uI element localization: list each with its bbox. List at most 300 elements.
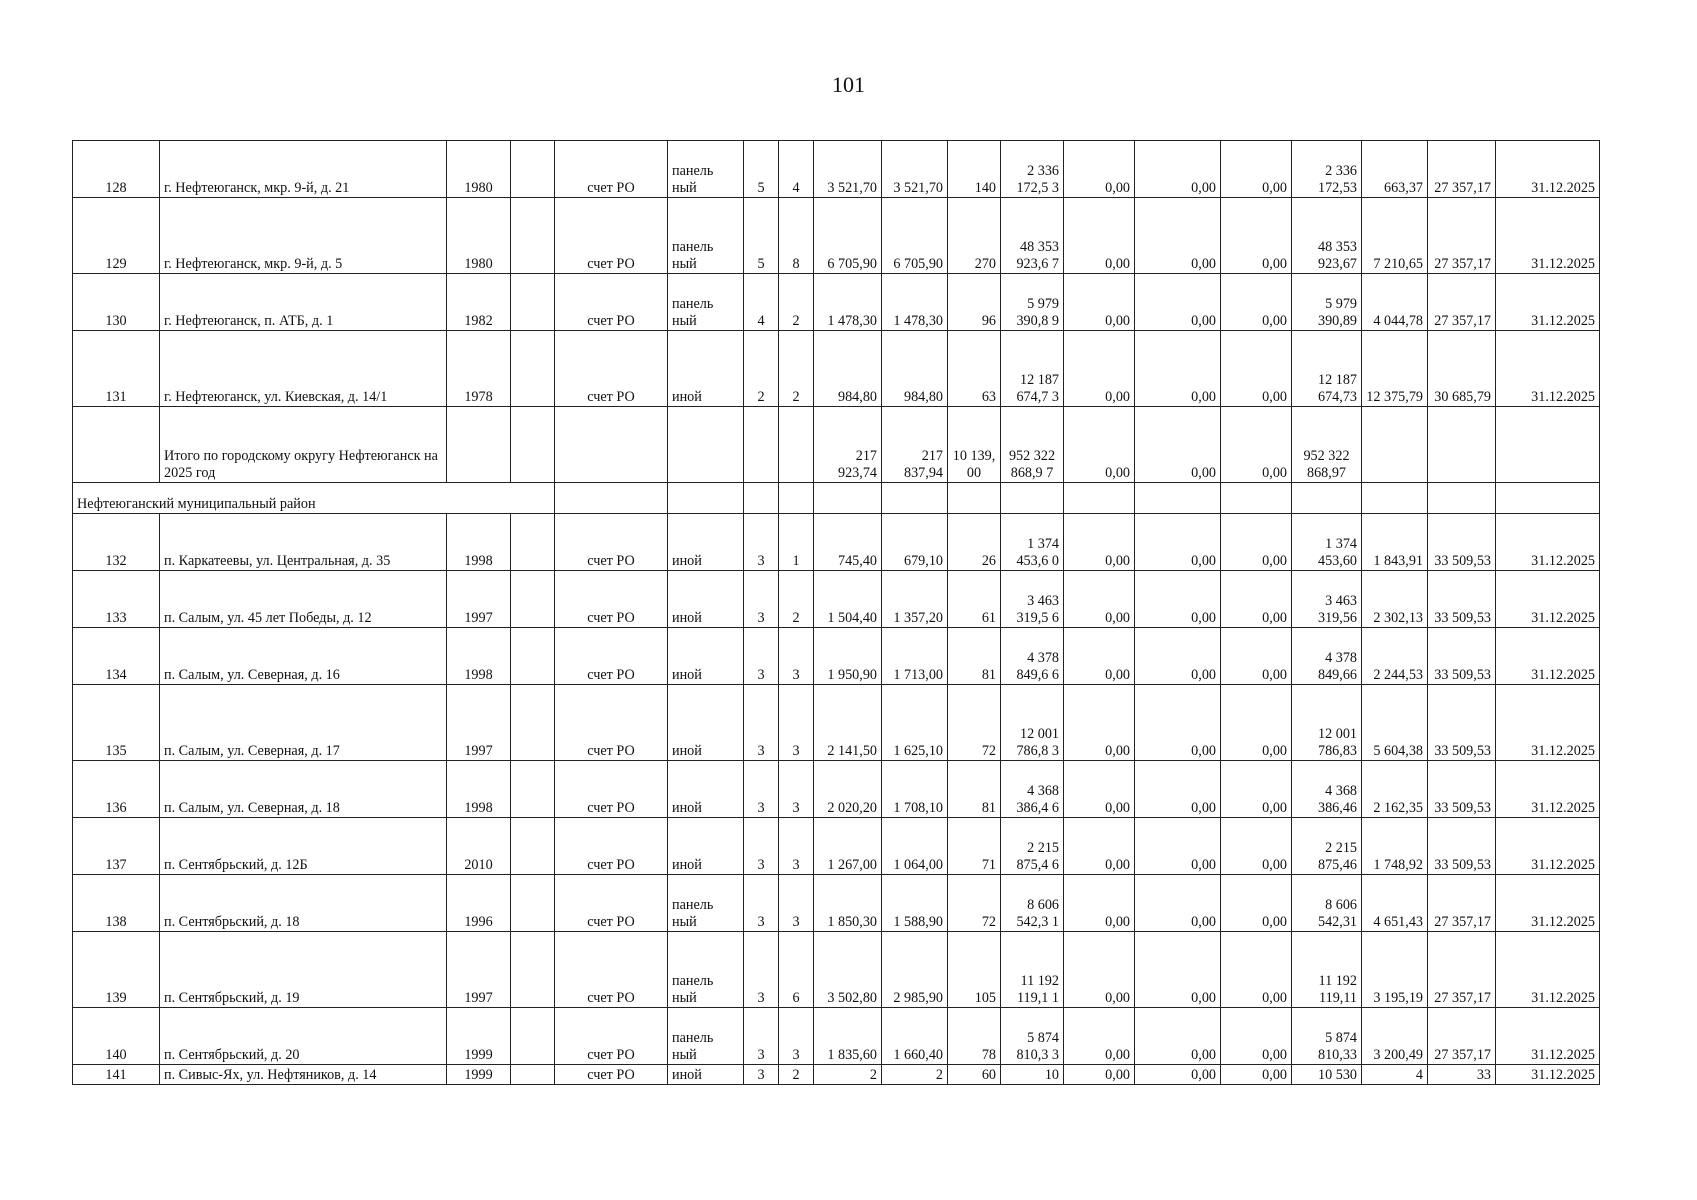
floors-cell: 3 — [744, 818, 779, 875]
funding-source-b-cell: 0,00 — [1135, 571, 1221, 628]
funding-source-c-cell: 0,00 — [1221, 274, 1292, 331]
deadline-cell: 31.12.2025 — [1496, 571, 1600, 628]
empty-cell — [744, 483, 779, 514]
empty-cell — [1064, 483, 1135, 514]
living-area-cell: 2 — [882, 1065, 948, 1085]
floors-cell: 3 — [744, 571, 779, 628]
wall-material-cell: иной — [668, 1065, 744, 1085]
address-cell: п. Каркатеевы, ул. Центральная, д. 35 — [160, 514, 447, 571]
fund-method-cell: счет РО — [555, 274, 668, 331]
row-number-cell: 136 — [73, 761, 160, 818]
floors-cell: 5 — [744, 141, 779, 198]
funding-source-a-cell: 0,00 — [1064, 331, 1135, 407]
entrances-cell: 2 — [779, 571, 814, 628]
empty-cell — [73, 407, 160, 483]
wall-material-cell: иной — [668, 685, 744, 761]
empty-cell — [1428, 483, 1496, 514]
unit-cost-cell: 5 604,38 — [1362, 685, 1428, 761]
residents-cell: 105 — [948, 932, 1001, 1008]
deadline-cell: 31.12.2025 — [1496, 331, 1600, 407]
funding-source-c-cell: 0,00 — [1221, 818, 1292, 875]
entrances-cell: 2 — [779, 331, 814, 407]
repair-cost-total-cell: 2 336 172,53 — [1292, 141, 1362, 198]
funding-source-b-cell: 0,00 — [1135, 1008, 1221, 1065]
repair-cost-total-cell: 2 215 875,46 — [1292, 818, 1362, 875]
table-row — [73, 628, 1600, 685]
entrances-cell: 6 — [779, 932, 814, 1008]
empty-cell — [1362, 407, 1428, 483]
entrances-cell: 3 — [779, 628, 814, 685]
funding-source-c-cell: 0,00 — [1221, 141, 1292, 198]
address-cell: п. Салым, ул. Северная, д. 18 — [160, 761, 447, 818]
funding-source-b-cell: 0,00 — [1135, 141, 1221, 198]
repair-cost-total-cell: 5 979 390,89 — [1292, 274, 1362, 331]
table-row — [73, 198, 1600, 274]
empty-cell — [511, 685, 555, 761]
empty-cell — [511, 141, 555, 198]
unit-cost-limit-cell: 27 357,17 — [1428, 198, 1496, 274]
residents-cell: 60 — [948, 1065, 1001, 1085]
deadline-cell: 31.12.2025 — [1496, 628, 1600, 685]
living-area-cell: 1 357,20 — [882, 571, 948, 628]
year-cell: 1998 — [447, 514, 511, 571]
deadline-cell: 31.12.2025 — [1496, 1008, 1600, 1065]
table-row — [73, 818, 1600, 875]
fund-method-cell: счет РО — [555, 198, 668, 274]
address-cell: п. Сентябрьский, д. 12Б — [160, 818, 447, 875]
deadline-cell: 31.12.2025 — [1496, 875, 1600, 932]
unit-cost-cell: 1 843,91 — [1362, 514, 1428, 571]
fund-method-cell: счет РО — [555, 685, 668, 761]
wall-material-cell: иной — [668, 628, 744, 685]
residents-cell: 63 — [948, 331, 1001, 407]
table-row — [73, 1008, 1600, 1065]
funding-source-b-cell: 0,00 — [1135, 514, 1221, 571]
living-area-cell: 1 064,00 — [882, 818, 948, 875]
unit-cost-cell: 4 — [1362, 1065, 1428, 1085]
residents-cell: 72 — [948, 875, 1001, 932]
living-area-cell: 3 521,70 — [882, 141, 948, 198]
table-row — [73, 875, 1600, 932]
wall-material-cell: панель ный — [668, 875, 744, 932]
row-number-cell: 138 — [73, 875, 160, 932]
address-cell: п. Салым, ул. 45 лет Победы, д. 12 — [160, 571, 447, 628]
funding-source-a-cell: 0,00 — [1064, 198, 1135, 274]
funding-source-b-cell: 0,00 — [1135, 274, 1221, 331]
empty-cell — [555, 407, 668, 483]
funding-source-c-cell: 0,00 — [1221, 628, 1292, 685]
floors-cell: 3 — [744, 1008, 779, 1065]
residents-cell: 10 139, 00 — [948, 407, 1001, 483]
residents-cell: 270 — [948, 198, 1001, 274]
empty-cell — [511, 761, 555, 818]
unit-cost-cell: 2 302,13 — [1362, 571, 1428, 628]
year-cell: 1999 — [447, 1008, 511, 1065]
total-area-cell: 1 850,30 — [814, 875, 882, 932]
repair-cost-total-cell: 11 192 119,11 — [1292, 932, 1362, 1008]
year-cell: 1996 — [447, 875, 511, 932]
entrances-cell: 3 — [779, 685, 814, 761]
page-number: 101 — [832, 72, 865, 97]
wall-material-cell: иной — [668, 571, 744, 628]
row-number-cell: 129 — [73, 198, 160, 274]
fund-method-cell: счет РО — [555, 818, 668, 875]
empty-cell — [1428, 407, 1496, 483]
repair-cost-cell: 3 463 319,5 6 — [1001, 571, 1064, 628]
empty-cell — [779, 407, 814, 483]
empty-cell — [1292, 483, 1362, 514]
address-cell: п. Салым, ул. Северная, д. 17 — [160, 685, 447, 761]
unit-cost-cell: 12 375,79 — [1362, 331, 1428, 407]
deadline-cell: 31.12.2025 — [1496, 932, 1600, 1008]
empty-cell — [511, 628, 555, 685]
repair-cost-total-cell: 8 606 542,31 — [1292, 875, 1362, 932]
residents-cell: 81 — [948, 761, 1001, 818]
entrances-cell: 8 — [779, 198, 814, 274]
address-cell: г. Нефтеюганск, п. АТБ, д. 1 — [160, 274, 447, 331]
year-cell: 1998 — [447, 628, 511, 685]
year-cell: 1998 — [447, 761, 511, 818]
empty-cell — [511, 932, 555, 1008]
year-cell: 1980 — [447, 198, 511, 274]
row-number-cell: 141 — [73, 1065, 160, 1085]
row-number-cell: 128 — [73, 141, 160, 198]
unit-cost-limit-cell: 27 357,17 — [1428, 1008, 1496, 1065]
funding-source-a-cell: 0,00 — [1064, 1008, 1135, 1065]
repair-cost-cell: 4 378 849,6 6 — [1001, 628, 1064, 685]
repair-cost-cell: 12 187 674,7 3 — [1001, 331, 1064, 407]
funding-source-b-cell: 0,00 — [1135, 932, 1221, 1008]
total-area-cell: 984,80 — [814, 331, 882, 407]
living-area-cell: 1 708,10 — [882, 761, 948, 818]
funding-source-b-cell: 0,00 — [1135, 628, 1221, 685]
repair-cost-cell: 11 192 119,1 1 — [1001, 932, 1064, 1008]
funding-source-c-cell: 0,00 — [1221, 932, 1292, 1008]
funding-source-b-cell: 0,00 — [1135, 685, 1221, 761]
total-area-cell: 1 504,40 — [814, 571, 882, 628]
living-area-cell: 6 705,90 — [882, 198, 948, 274]
repair-cost-cell: 12 001 786,8 3 — [1001, 685, 1064, 761]
row-number-cell: 135 — [73, 685, 160, 761]
empty-cell — [948, 483, 1001, 514]
unit-cost-limit-cell: 33 509,53 — [1428, 628, 1496, 685]
row-number-cell: 137 — [73, 818, 160, 875]
funding-source-a-cell: 0,00 — [1064, 274, 1135, 331]
total-area-cell: 1 835,60 — [814, 1008, 882, 1065]
unit-cost-limit-cell: 27 357,17 — [1428, 274, 1496, 331]
living-area-cell: 217 837,94 — [882, 407, 948, 483]
fund-method-cell: счет РО — [555, 1065, 668, 1085]
empty-cell — [555, 483, 668, 514]
table-row — [73, 761, 1600, 818]
funding-source-a-cell: 0,00 — [1064, 141, 1135, 198]
total-row — [73, 407, 1600, 483]
floors-cell: 3 — [744, 685, 779, 761]
floors-cell: 3 — [744, 628, 779, 685]
unit-cost-limit-cell: 27 357,17 — [1428, 141, 1496, 198]
living-area-cell: 1 588,90 — [882, 875, 948, 932]
table-row — [73, 274, 1600, 331]
total-area-cell: 217 923,74 — [814, 407, 882, 483]
repair-cost-cell: 952 322 868,9 7 — [1001, 407, 1064, 483]
residents-cell: 61 — [948, 571, 1001, 628]
table-row — [73, 514, 1600, 571]
funding-source-c-cell: 0,00 — [1221, 875, 1292, 932]
floors-cell: 3 — [744, 761, 779, 818]
deadline-cell: 31.12.2025 — [1496, 198, 1600, 274]
funding-source-a-cell: 0,00 — [1064, 761, 1135, 818]
deadline-cell: 31.12.2025 — [1496, 514, 1600, 571]
unit-cost-limit-cell: 27 357,17 — [1428, 875, 1496, 932]
fund-method-cell: счет РО — [555, 571, 668, 628]
deadline-cell: 31.12.2025 — [1496, 818, 1600, 875]
total-area-cell: 1 478,30 — [814, 274, 882, 331]
wall-material-cell: иной — [668, 331, 744, 407]
unit-cost-limit-cell: 33 509,53 — [1428, 818, 1496, 875]
funding-source-b-cell: 0,00 — [1135, 407, 1221, 483]
repair-cost-cell: 4 368 386,4 6 — [1001, 761, 1064, 818]
funding-source-b-cell: 0,00 — [1135, 1065, 1221, 1085]
wall-material-cell: панель ный — [668, 198, 744, 274]
unit-cost-cell: 3 200,49 — [1362, 1008, 1428, 1065]
row-number-cell: 133 — [73, 571, 160, 628]
empty-cell — [779, 483, 814, 514]
residents-cell: 72 — [948, 685, 1001, 761]
total-area-cell: 1 267,00 — [814, 818, 882, 875]
residents-cell: 96 — [948, 274, 1001, 331]
entrances-cell: 3 — [779, 875, 814, 932]
unit-cost-cell: 2 162,35 — [1362, 761, 1428, 818]
funding-source-c-cell: 0,00 — [1221, 407, 1292, 483]
living-area-cell: 984,80 — [882, 331, 948, 407]
empty-cell — [447, 407, 511, 483]
section-title: Нефтеюганский муниципальный район — [73, 483, 555, 514]
repair-cost-cell: 5 979 390,8 9 — [1001, 274, 1064, 331]
unit-cost-limit-cell: 33 — [1428, 1065, 1496, 1085]
unit-cost-cell: 4 651,43 — [1362, 875, 1428, 932]
table-row — [73, 1065, 1600, 1085]
funding-source-a-cell: 0,00 — [1064, 685, 1135, 761]
row-number-cell: 132 — [73, 514, 160, 571]
funding-source-a-cell: 0,00 — [1064, 932, 1135, 1008]
residents-cell: 26 — [948, 514, 1001, 571]
funding-source-a-cell: 0,00 — [1064, 407, 1135, 483]
unit-cost-cell: 7 210,65 — [1362, 198, 1428, 274]
floors-cell: 3 — [744, 875, 779, 932]
total-area-cell: 3 521,70 — [814, 141, 882, 198]
empty-cell — [1001, 483, 1064, 514]
funding-source-c-cell: 0,00 — [1221, 685, 1292, 761]
living-area-cell: 1 713,00 — [882, 628, 948, 685]
deadline-cell: 31.12.2025 — [1496, 685, 1600, 761]
entrances-cell: 2 — [779, 274, 814, 331]
wall-material-cell: иной — [668, 818, 744, 875]
row-number-cell: 140 — [73, 1008, 160, 1065]
row-number-cell: 130 — [73, 274, 160, 331]
entrances-cell: 2 — [779, 1065, 814, 1085]
unit-cost-limit-cell: 33 509,53 — [1428, 571, 1496, 628]
floors-cell: 3 — [744, 514, 779, 571]
empty-cell — [814, 483, 882, 514]
repair-cost-cell: 10 — [1001, 1065, 1064, 1085]
unit-cost-limit-cell: 33 509,53 — [1428, 761, 1496, 818]
wall-material-cell: панель ный — [668, 932, 744, 1008]
wall-material-cell: панель ный — [668, 1008, 744, 1065]
empty-cell — [511, 571, 555, 628]
table-row — [73, 932, 1600, 1008]
funding-source-a-cell: 0,00 — [1064, 571, 1135, 628]
entrances-cell: 3 — [779, 818, 814, 875]
total-label-cell: Итого по городскому округу Нефтеюганск на 2025 год — [160, 407, 447, 483]
funding-source-b-cell: 0,00 — [1135, 331, 1221, 407]
total-area-cell: 2 — [814, 1065, 882, 1085]
unit-cost-cell: 4 044,78 — [1362, 274, 1428, 331]
empty-cell — [511, 1008, 555, 1065]
address-cell: г. Нефтеюганск, мкр. 9-й, д. 21 — [160, 141, 447, 198]
fund-method-cell: счет РО — [555, 875, 668, 932]
residents-cell: 78 — [948, 1008, 1001, 1065]
address-cell: п. Сентябрьский, д. 19 — [160, 932, 447, 1008]
residents-cell: 81 — [948, 628, 1001, 685]
repair-cost-cell: 2 215 875,4 6 — [1001, 818, 1064, 875]
repair-cost-total-cell: 3 463 319,56 — [1292, 571, 1362, 628]
fund-method-cell: счет РО — [555, 331, 668, 407]
deadline-cell: 31.12.2025 — [1496, 274, 1600, 331]
fund-method-cell: счет РО — [555, 628, 668, 685]
funding-source-b-cell: 0,00 — [1135, 761, 1221, 818]
repair-cost-total-cell: 12 001 786,83 — [1292, 685, 1362, 761]
unit-cost-cell: 3 195,19 — [1362, 932, 1428, 1008]
residents-cell: 140 — [948, 141, 1001, 198]
funding-source-a-cell: 0,00 — [1064, 628, 1135, 685]
unit-cost-cell: 2 244,53 — [1362, 628, 1428, 685]
fund-method-cell: счет РО — [555, 932, 668, 1008]
repair-cost-total-cell: 48 353 923,67 — [1292, 198, 1362, 274]
year-cell: 2010 — [447, 818, 511, 875]
repair-cost-total-cell: 5 874 810,33 — [1292, 1008, 1362, 1065]
floors-cell: 3 — [744, 932, 779, 1008]
fund-method-cell: счет РО — [555, 761, 668, 818]
empty-cell — [511, 407, 555, 483]
repair-cost-total-cell: 12 187 674,73 — [1292, 331, 1362, 407]
empty-cell — [1221, 483, 1292, 514]
empty-cell — [1496, 483, 1600, 514]
entrances-cell: 3 — [779, 1008, 814, 1065]
section-header-row — [73, 483, 1600, 514]
repair-cost-cell: 8 606 542,3 1 — [1001, 875, 1064, 932]
repair-cost-cell: 5 874 810,3 3 — [1001, 1008, 1064, 1065]
unit-cost-limit-cell: 30 685,79 — [1428, 331, 1496, 407]
unit-cost-cell: 1 748,92 — [1362, 818, 1428, 875]
year-cell: 1982 — [447, 274, 511, 331]
year-cell: 1997 — [447, 932, 511, 1008]
empty-cell — [511, 1065, 555, 1085]
empty-cell — [511, 274, 555, 331]
row-number-cell: 134 — [73, 628, 160, 685]
unit-cost-limit-cell: 33 509,53 — [1428, 685, 1496, 761]
address-cell: п. Сивыс-Ях, ул. Нефтяников, д. 14 — [160, 1065, 447, 1085]
funding-source-b-cell: 0,00 — [1135, 875, 1221, 932]
wall-material-cell: панель ный — [668, 141, 744, 198]
fund-method-cell: счет РО — [555, 1008, 668, 1065]
repair-cost-total-cell: 4 378 849,66 — [1292, 628, 1362, 685]
table-row — [73, 685, 1600, 761]
funding-source-a-cell: 0,00 — [1064, 875, 1135, 932]
empty-cell — [1135, 483, 1221, 514]
total-area-cell: 3 502,80 — [814, 932, 882, 1008]
repair-cost-total-cell: 4 368 386,46 — [1292, 761, 1362, 818]
year-cell: 1999 — [447, 1065, 511, 1085]
address-cell: г. Нефтеюганск, мкр. 9-й, д. 5 — [160, 198, 447, 274]
living-area-cell: 1 478,30 — [882, 274, 948, 331]
entrances-cell: 1 — [779, 514, 814, 571]
address-cell: г. Нефтеюганск, ул. Киевская, д. 14/1 — [160, 331, 447, 407]
floors-cell: 5 — [744, 198, 779, 274]
total-area-cell: 2 020,20 — [814, 761, 882, 818]
row-number-cell: 139 — [73, 932, 160, 1008]
funding-source-c-cell: 0,00 — [1221, 761, 1292, 818]
empty-cell — [511, 331, 555, 407]
total-area-cell: 2 141,50 — [814, 685, 882, 761]
empty-cell — [668, 483, 744, 514]
empty-cell — [1362, 483, 1428, 514]
deadline-cell: 31.12.2025 — [1496, 1065, 1600, 1085]
empty-cell — [511, 514, 555, 571]
fund-method-cell: счет РО — [555, 141, 668, 198]
floors-cell: 2 — [744, 331, 779, 407]
wall-material-cell: иной — [668, 514, 744, 571]
fund-method-cell: счет РО — [555, 514, 668, 571]
funding-source-a-cell: 0,00 — [1064, 818, 1135, 875]
floors-cell: 3 — [744, 1065, 779, 1085]
empty-cell — [744, 407, 779, 483]
deadline-cell: 31.12.2025 — [1496, 141, 1600, 198]
year-cell: 1980 — [447, 141, 511, 198]
living-area-cell: 1 625,10 — [882, 685, 948, 761]
housing-repair-table — [72, 140, 1600, 1085]
living-area-cell: 2 985,90 — [882, 932, 948, 1008]
funding-source-c-cell: 0,00 — [1221, 1065, 1292, 1085]
funding-source-b-cell: 0,00 — [1135, 818, 1221, 875]
repair-cost-total-cell: 10 530 — [1292, 1065, 1362, 1085]
living-area-cell: 679,10 — [882, 514, 948, 571]
deadline-cell: 31.12.2025 — [1496, 761, 1600, 818]
total-area-cell: 745,40 — [814, 514, 882, 571]
address-cell: п. Салым, ул. Северная, д. 16 — [160, 628, 447, 685]
total-area-cell: 1 950,90 — [814, 628, 882, 685]
funding-source-b-cell: 0,00 — [1135, 198, 1221, 274]
repair-cost-total-cell: 952 322 868,97 — [1292, 407, 1362, 483]
year-cell: 1978 — [447, 331, 511, 407]
funding-source-c-cell: 0,00 — [1221, 1008, 1292, 1065]
unit-cost-cell: 663,37 — [1362, 141, 1428, 198]
year-cell: 1997 — [447, 685, 511, 761]
funding-source-c-cell: 0,00 — [1221, 514, 1292, 571]
funding-source-c-cell: 0,00 — [1221, 571, 1292, 628]
year-cell: 1997 — [447, 571, 511, 628]
funding-source-c-cell: 0,00 — [1221, 331, 1292, 407]
empty-cell — [1496, 407, 1600, 483]
empty-cell — [882, 483, 948, 514]
table-row — [73, 571, 1600, 628]
empty-cell — [511, 818, 555, 875]
empty-cell — [511, 198, 555, 274]
repair-cost-total-cell: 1 374 453,60 — [1292, 514, 1362, 571]
table-row — [73, 141, 1600, 198]
floors-cell: 4 — [744, 274, 779, 331]
table-row — [73, 331, 1600, 407]
residents-cell: 71 — [948, 818, 1001, 875]
